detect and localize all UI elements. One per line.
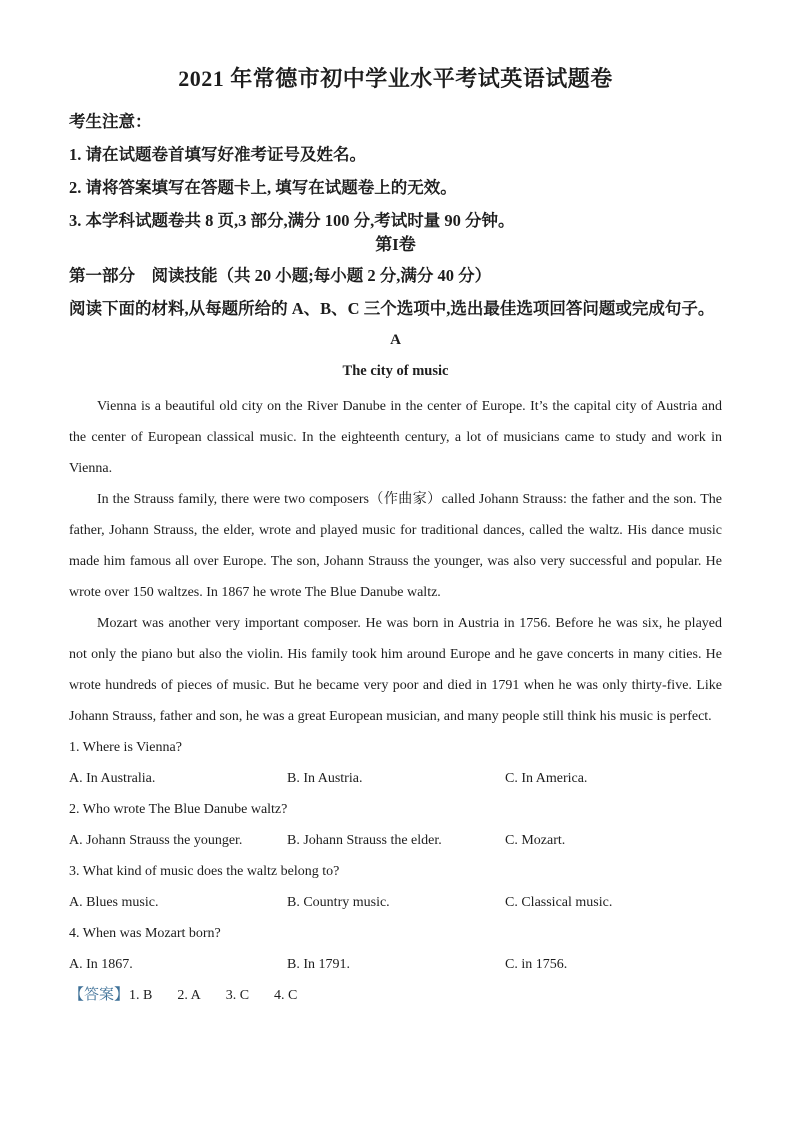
answer-label: 【答案】 (69, 987, 130, 1003)
question-text: 2. Who wrote The Blue Danube waltz? (69, 802, 288, 817)
paragraph-line: Mozart was another very important composer. He was born in Austria in 1756. Before he was six, he played (97, 616, 722, 631)
paragraph-line: Vienna. (69, 461, 113, 476)
option-a: A. Johann Strauss the younger. (69, 833, 243, 848)
reading-directions: 阅读下面的材料,从每题所给的 A、B、C 三个选项中,选出最佳选项回答问题或完成句子。 (69, 299, 715, 318)
option-b: B. In Austria. (287, 771, 363, 786)
notice-heading: 考生注意： (69, 112, 152, 131)
notice-item-3: 3. 本学科试题卷共 8 页,3 部分,满分 100 分,考试时量 90 分钟。 (69, 211, 515, 230)
paragraph-line: wrote over 150 waltzes. In 1867 he wrote The Blue Danube waltz. (69, 585, 441, 600)
option-c: C. Mozart. (505, 833, 566, 848)
options-row (69, 949, 722, 980)
options-row (69, 825, 722, 856)
volume-heading: 第I卷 (375, 235, 416, 254)
option-a: A. In 1867. (69, 957, 133, 972)
answer-item-4: 4. C (274, 988, 298, 1003)
notice-item-2: 2. 请将答案填写在答题卡上, 填写在试题卷上的无效。 (69, 178, 457, 197)
options-row (69, 763, 722, 794)
question-block-2 (69, 794, 722, 856)
paragraph-line: Johann Strauss, father and son, he was a great European musician, and many people still think his music is perfect. (69, 709, 712, 724)
question-block-4 (69, 918, 722, 980)
paragraph-line: wrote hundreds of pieces of music. But he became very poor and died in 1791 when he was only thirty-five. Like (69, 678, 722, 693)
question-text: 4. When was Mozart born? (69, 926, 221, 941)
paragraph-line: In the Strauss family, there were two composers（作曲家）called Johann Strauss: the father and the son. The (97, 492, 722, 507)
paragraph-line: father, Johann Strauss, the elder, wrote and played music for traditional dances, called the waltz. His dance music (69, 523, 722, 538)
option-a: A. In Australia. (69, 771, 156, 786)
option-b: B. In 1791. (287, 957, 350, 972)
notice-item-1: 1. 请在试题卷首填写好准考证号及姓名。 (69, 145, 366, 164)
option-a: A. Blues music. (69, 895, 159, 910)
document-title: 2021 年常德市初中学业水平考试英语试题卷 (178, 66, 613, 91)
passage-paragraph-3 (69, 608, 722, 732)
paragraph-line: Vienna is a beautiful old city on the River Danube in the center of Europe. It’s the capital city of Austria and (97, 399, 722, 414)
question-block-3 (69, 856, 722, 918)
answer-line (69, 980, 722, 1011)
question-text: 3. What kind of music does the waltz belong to? (69, 864, 340, 879)
answer-item-2: 2. A (177, 988, 201, 1003)
question-text: 1. Where is Vienna? (69, 740, 182, 755)
option-c: C. In America. (505, 771, 588, 786)
answer-item-1: 1. B (129, 988, 153, 1003)
paragraph-line: made him famous all over Europe. The son, Johann Strauss the younger, was also very successful and popular. He (69, 554, 722, 569)
question-block-1 (69, 732, 722, 794)
answer-item-3: 3. C (225, 988, 250, 1003)
passage-and-questions (69, 391, 722, 1011)
option-b: B. Johann Strauss the elder. (287, 833, 442, 848)
passage-label: A (390, 332, 401, 348)
passage-paragraph-1 (69, 391, 722, 484)
paragraph-line: not only the piano but also the violin. His family took him around Europe and he gave concerts in many cities. He (69, 647, 722, 662)
option-b: B. Country music. (287, 895, 390, 910)
option-c: C. in 1756. (505, 957, 568, 972)
part-heading: 第一部分 阅读技能（共 20 小题;每小题 2 分,满分 40 分） (69, 266, 492, 285)
option-c: C. Classical music. (505, 895, 613, 910)
paragraph-line: the center of European classical music. In the eighteenth century, a lot of musicians came to study and work in (69, 430, 722, 445)
options-row (69, 887, 722, 918)
passage-paragraph-2 (69, 484, 722, 608)
passage-title: The city of music (342, 363, 449, 379)
